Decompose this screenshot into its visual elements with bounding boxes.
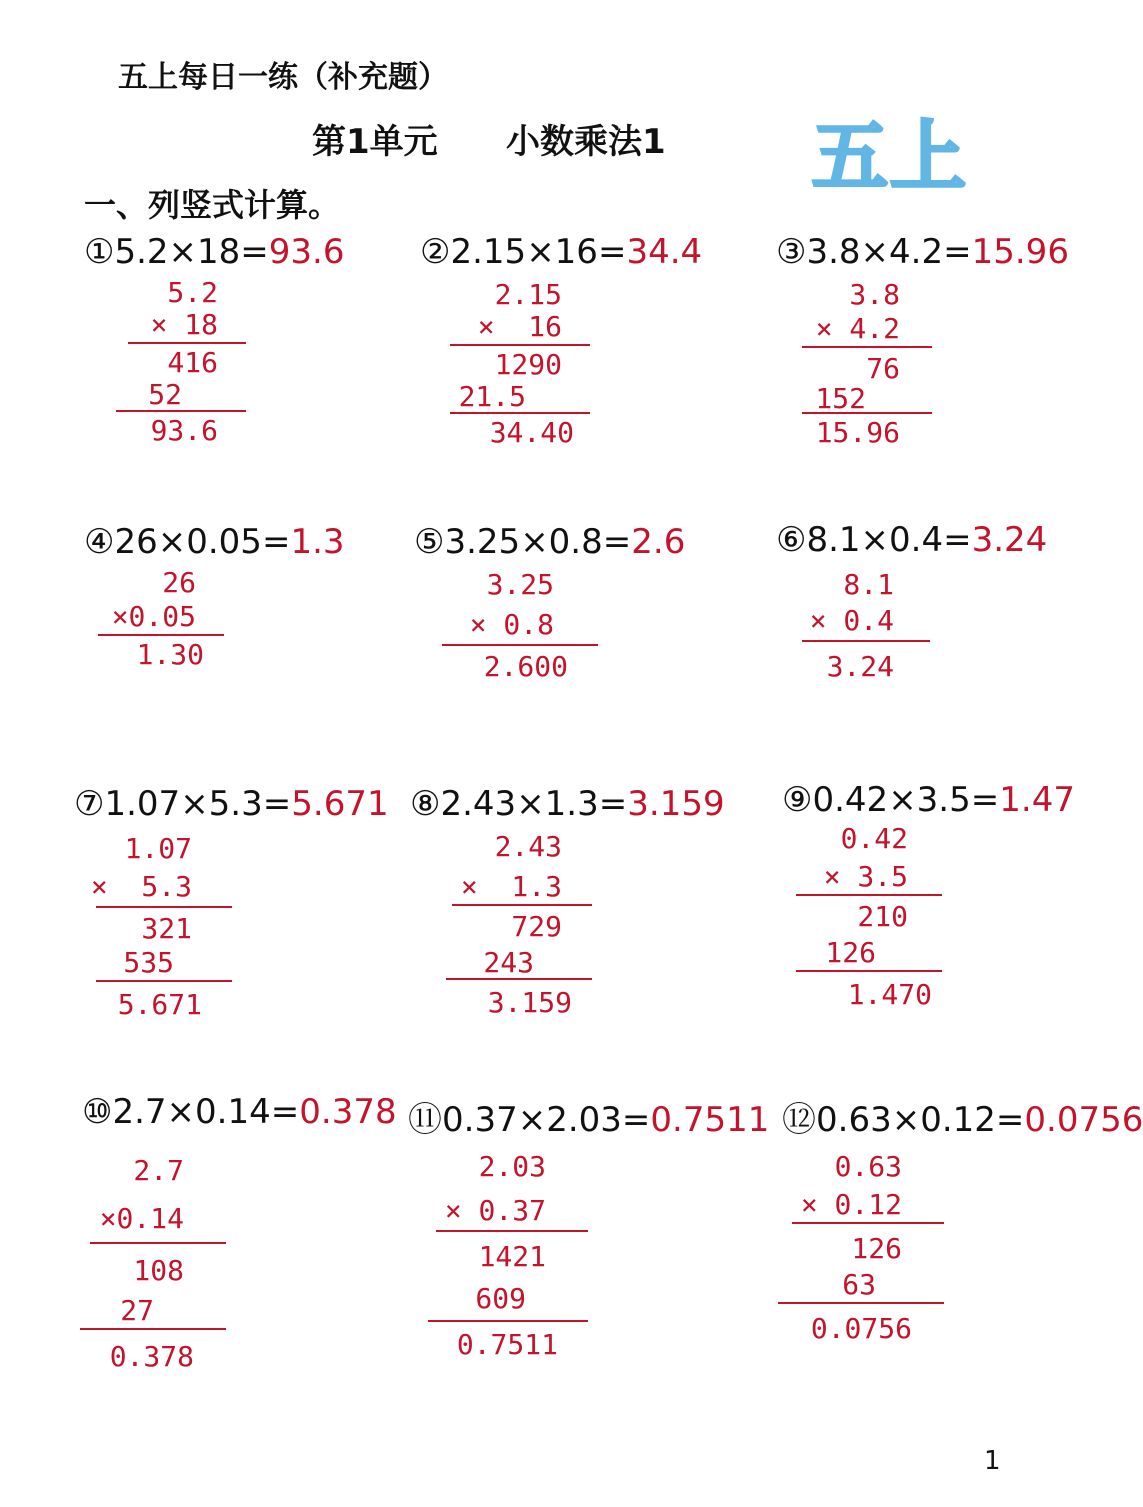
multiplier: × 0.4 xyxy=(809,604,894,637)
problem-answer: 1.47 xyxy=(999,780,1075,820)
partial-product: 210 xyxy=(857,900,908,933)
multiplier: × 1.3 xyxy=(460,870,562,903)
product: 93.6 xyxy=(150,414,218,447)
problem-number: ⑫ xyxy=(782,1100,816,1140)
product: 0.0756 xyxy=(810,1312,912,1345)
vertical-calculation-5 xyxy=(436,568,592,688)
calc-rule xyxy=(96,980,232,982)
multiplier: × 0.8 xyxy=(469,608,554,641)
problem-answer: 0.7511 xyxy=(650,1100,770,1140)
problem-11 xyxy=(408,1092,769,1141)
topic-label: 小数乘法1 xyxy=(506,122,666,162)
calc-rule xyxy=(452,904,592,906)
multiplicand: 0.63 xyxy=(834,1150,902,1183)
product: 15.96 xyxy=(815,416,900,449)
problem-answer: 3.24 xyxy=(971,520,1048,560)
problem-answer: 1.3 xyxy=(290,522,345,562)
calc-rule xyxy=(442,644,598,646)
problem-number: ⑨ xyxy=(782,780,813,820)
problem-number: ⑩ xyxy=(82,1092,113,1132)
worksheet-title: 五上每日一练（补充题） xyxy=(118,60,448,95)
product: 34.40 xyxy=(489,416,574,449)
problem-answer: 2.6 xyxy=(631,522,686,562)
partial-product: 729 xyxy=(511,910,562,943)
vertical-calculation-9 xyxy=(790,822,936,1022)
problem-number: ① xyxy=(84,232,115,272)
multiplicand: 2.03 xyxy=(478,1150,546,1183)
problem-9 xyxy=(782,780,1075,820)
vertical-calculation-11 xyxy=(422,1150,582,1370)
problem-answer: 15.96 xyxy=(971,232,1069,272)
multiplicand: 8.1 xyxy=(843,568,894,601)
problem-expression: 26×0.05= xyxy=(114,522,291,562)
multiplier: × 18 xyxy=(150,308,218,341)
problem-2 xyxy=(420,232,702,272)
problem-answer: 0.378 xyxy=(299,1092,397,1132)
multiplier: × 5.3 xyxy=(90,870,192,903)
problem-expression: 5.2×18= xyxy=(114,232,269,272)
partial-product: 76 xyxy=(866,352,900,385)
multiplier: × 0.37 xyxy=(444,1194,546,1227)
partial-product: 321 xyxy=(141,912,192,945)
product: 0.7511 xyxy=(456,1328,558,1361)
vertical-calculation-12 xyxy=(772,1150,938,1370)
multiplicand: 0.42 xyxy=(840,822,908,855)
multiplicand: 5.2 xyxy=(167,276,218,309)
calc-rule xyxy=(450,344,590,346)
product: 3.159 xyxy=(487,986,572,1019)
calc-rule xyxy=(446,978,592,980)
multiplier: × 4.2 xyxy=(815,312,900,345)
problem-expression: 3.8×4.2= xyxy=(806,232,972,272)
problem-number: ④ xyxy=(84,522,115,562)
partial-product: 152 xyxy=(815,382,866,415)
problem-number: ⑥ xyxy=(776,520,807,560)
problem-answer: 34.4 xyxy=(626,232,703,272)
multiplier: × 16 xyxy=(477,310,562,343)
partial-product: 63 xyxy=(842,1268,876,1301)
partial-product: 609 xyxy=(475,1282,526,1315)
partial-product: 27 xyxy=(120,1294,154,1327)
calc-rule xyxy=(128,342,246,344)
product: 5.671 xyxy=(117,988,202,1021)
page-number: 1 xyxy=(984,1446,1001,1476)
problem-5 xyxy=(414,522,685,562)
problem-answer: 0.0756 xyxy=(1024,1100,1143,1140)
calc-rule xyxy=(792,1222,944,1224)
calc-rule xyxy=(90,1242,226,1244)
problem-expression: 2.43×1.3= xyxy=(440,784,628,824)
problem-expression: 3.25×0.8= xyxy=(444,522,632,562)
calc-rule xyxy=(116,410,246,412)
vertical-calculation-2 xyxy=(444,278,584,458)
vertical-calculation-4 xyxy=(92,566,218,676)
calc-rule xyxy=(428,1320,588,1322)
calc-rule xyxy=(802,346,932,348)
problem-7 xyxy=(74,784,389,824)
calc-rule xyxy=(778,1302,944,1304)
multiplicand: 2.15 xyxy=(494,278,562,311)
product: 0.378 xyxy=(109,1340,194,1373)
problem-expression: 1.07×5.3= xyxy=(104,784,292,824)
multiplier: × 3.5 xyxy=(823,860,908,893)
problem-number: ② xyxy=(420,232,451,272)
problem-8 xyxy=(410,784,725,824)
problem-answer: 93.6 xyxy=(268,232,345,272)
product: 3.24 xyxy=(826,650,894,683)
product: 2.600 xyxy=(483,650,568,683)
multiplicand: 26 xyxy=(162,566,196,599)
multiplier: × 0.12 xyxy=(800,1188,902,1221)
calc-rule xyxy=(796,894,942,896)
calc-rule xyxy=(436,1230,588,1232)
problem-expression: 2.15×16= xyxy=(450,232,627,272)
partial-product: 535 xyxy=(123,946,174,979)
vertical-calculation-3 xyxy=(796,278,926,458)
problem-number: ⑧ xyxy=(410,784,441,824)
vertical-calculation-1 xyxy=(110,276,240,456)
vertical-calculation-6 xyxy=(796,568,924,688)
multiplicand: 2.7 xyxy=(133,1154,184,1187)
problem-expression: 8.1×0.4= xyxy=(806,520,972,560)
problem-12 xyxy=(782,1092,1143,1141)
problem-4 xyxy=(84,522,345,562)
calc-rule xyxy=(802,640,930,642)
problem-number: ⑪ xyxy=(408,1100,442,1140)
partial-product: 52 xyxy=(148,378,182,411)
multiplier: ×0.05 xyxy=(111,600,196,633)
problem-6 xyxy=(776,520,1047,560)
calc-rule xyxy=(98,634,224,636)
problem-expression: 0.63×0.12= xyxy=(816,1100,1025,1140)
problem-answer: 5.671 xyxy=(291,784,389,824)
partial-product: 108 xyxy=(133,1254,184,1287)
calc-rule xyxy=(96,906,232,908)
calc-rule xyxy=(796,970,942,972)
calc-rule xyxy=(80,1328,226,1330)
section-heading: 一、列竖式计算。 xyxy=(84,186,341,224)
product: 1.30 xyxy=(136,638,204,671)
partial-product: 126 xyxy=(851,1232,902,1265)
partial-product: 1290 xyxy=(494,348,562,381)
partial-product: 416 xyxy=(167,346,218,379)
partial-product: 21.5 xyxy=(458,380,526,413)
problem-number: ③ xyxy=(776,232,807,272)
calc-rule xyxy=(450,412,590,414)
grade-badge: 五上 xyxy=(812,112,968,201)
problem-number: ⑤ xyxy=(414,522,445,562)
partial-product: 1421 xyxy=(478,1240,546,1273)
multiplicand: 2.43 xyxy=(494,830,562,863)
calc-rule xyxy=(802,412,932,414)
multiplier: ×0.14 xyxy=(99,1202,184,1235)
multiplicand: 3.25 xyxy=(486,568,554,601)
vertical-calculation-10 xyxy=(74,1154,220,1384)
problem-expression: 2.7×0.14= xyxy=(112,1092,300,1132)
problem-3 xyxy=(776,232,1069,272)
problem-1 xyxy=(84,232,345,272)
problem-10 xyxy=(82,1092,397,1132)
problem-answer: 3.159 xyxy=(627,784,725,824)
problem-number: ⑦ xyxy=(74,784,105,824)
problem-expression: 0.42×3.5= xyxy=(812,780,1000,820)
partial-product: 243 xyxy=(483,946,534,979)
multiplicand: 3.8 xyxy=(849,278,900,311)
problem-expression: 0.37×2.03= xyxy=(442,1100,651,1140)
unit-label: 第1单元 xyxy=(312,122,438,162)
product: 1.470 xyxy=(847,978,932,1011)
partial-product: 126 xyxy=(825,936,876,969)
vertical-calculation-8 xyxy=(440,830,586,1030)
vertical-calculation-7 xyxy=(90,832,226,1032)
multiplicand: 1.07 xyxy=(124,832,192,865)
